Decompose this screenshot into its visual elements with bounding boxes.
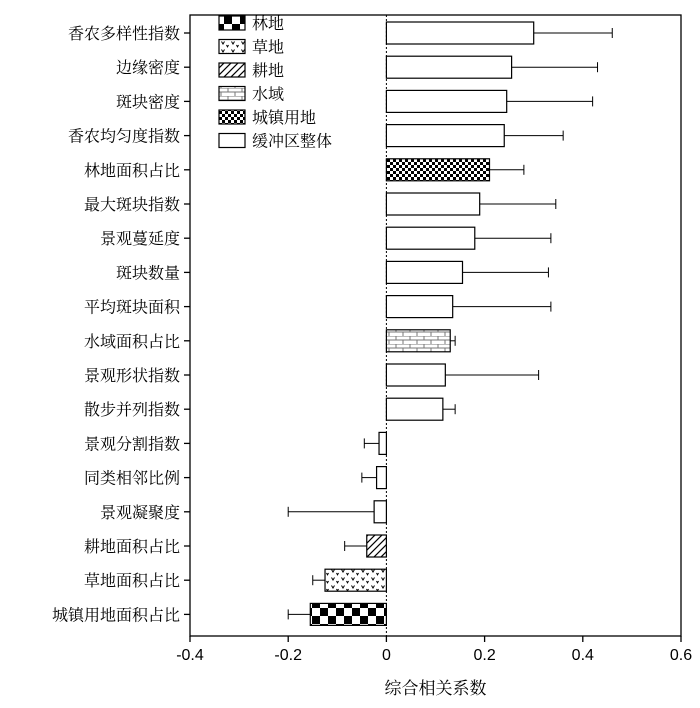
x-tick-label: 0.2: [473, 647, 496, 664]
legend-swatch: [219, 40, 245, 54]
category-label: 散步并列指数: [83, 400, 180, 420]
bar: [379, 432, 386, 454]
category-label: 同类相邻比例: [83, 468, 180, 488]
category-label: 城镇用地面积占比: [51, 605, 180, 625]
category-label: 耕地面积占比: [83, 537, 180, 556]
bar: [386, 330, 450, 352]
legend-swatch: [219, 134, 245, 148]
legend-label: 耕地: [252, 61, 285, 80]
bar: [386, 125, 504, 147]
legend-label: 缓冲区整体: [252, 131, 333, 151]
bar: [386, 22, 533, 44]
category-labels: [52, 24, 190, 624]
legend-swatch: [219, 16, 245, 30]
bar: [386, 90, 506, 112]
legend-label: 城镇用地: [252, 108, 317, 127]
bar: [374, 501, 386, 523]
bar: [325, 569, 386, 591]
x-tick-label: -0.2: [274, 647, 302, 664]
bar: [310, 603, 386, 625]
bar: [386, 193, 479, 215]
x-tick-label: 0.6: [669, 647, 693, 664]
category-label: 斑块数量: [115, 263, 180, 283]
bar: [386, 398, 442, 420]
bar: [377, 467, 387, 489]
x-tick-label: 0: [381, 647, 391, 664]
legend-label: 草地: [252, 37, 285, 57]
legend-label: 林地: [252, 14, 285, 33]
legend-swatch: [219, 87, 245, 101]
category-label: 草地面积占比: [83, 571, 180, 591]
category-label: 边缘密度: [115, 58, 180, 78]
bar: [386, 261, 462, 283]
legend-swatch: [219, 110, 245, 124]
bar: [367, 535, 387, 557]
legend-swatch: [219, 63, 245, 77]
category-label: 林地面积占比: [83, 160, 180, 180]
bar: [386, 296, 452, 318]
x-axis-title: 综合相关系数: [384, 679, 487, 699]
legend-label: 水域: [252, 84, 285, 104]
category-label: 景观凝聚度: [99, 502, 180, 522]
category-label: 景观分割指数: [83, 434, 180, 454]
category-label: 水域面积占比: [83, 331, 180, 351]
x-tick-label: -0.4: [176, 647, 204, 664]
legend: [219, 14, 332, 151]
category-label: 香农多样性指数: [67, 24, 180, 43]
category-label: 最大斑块指数: [83, 195, 180, 214]
bar: [386, 227, 474, 249]
category-label: 香农均匀度指数: [67, 126, 180, 146]
x-tick-label: 0.4: [571, 647, 594, 664]
bar: [386, 56, 511, 78]
category-label: 斑块密度: [115, 92, 180, 112]
category-label: 景观形状指数: [83, 366, 180, 385]
category-label: 景观蔓延度: [99, 229, 180, 249]
bar: [386, 364, 445, 386]
bar: [386, 159, 489, 181]
bars: [288, 22, 612, 625]
category-label: 平均斑块面积: [83, 297, 180, 317]
